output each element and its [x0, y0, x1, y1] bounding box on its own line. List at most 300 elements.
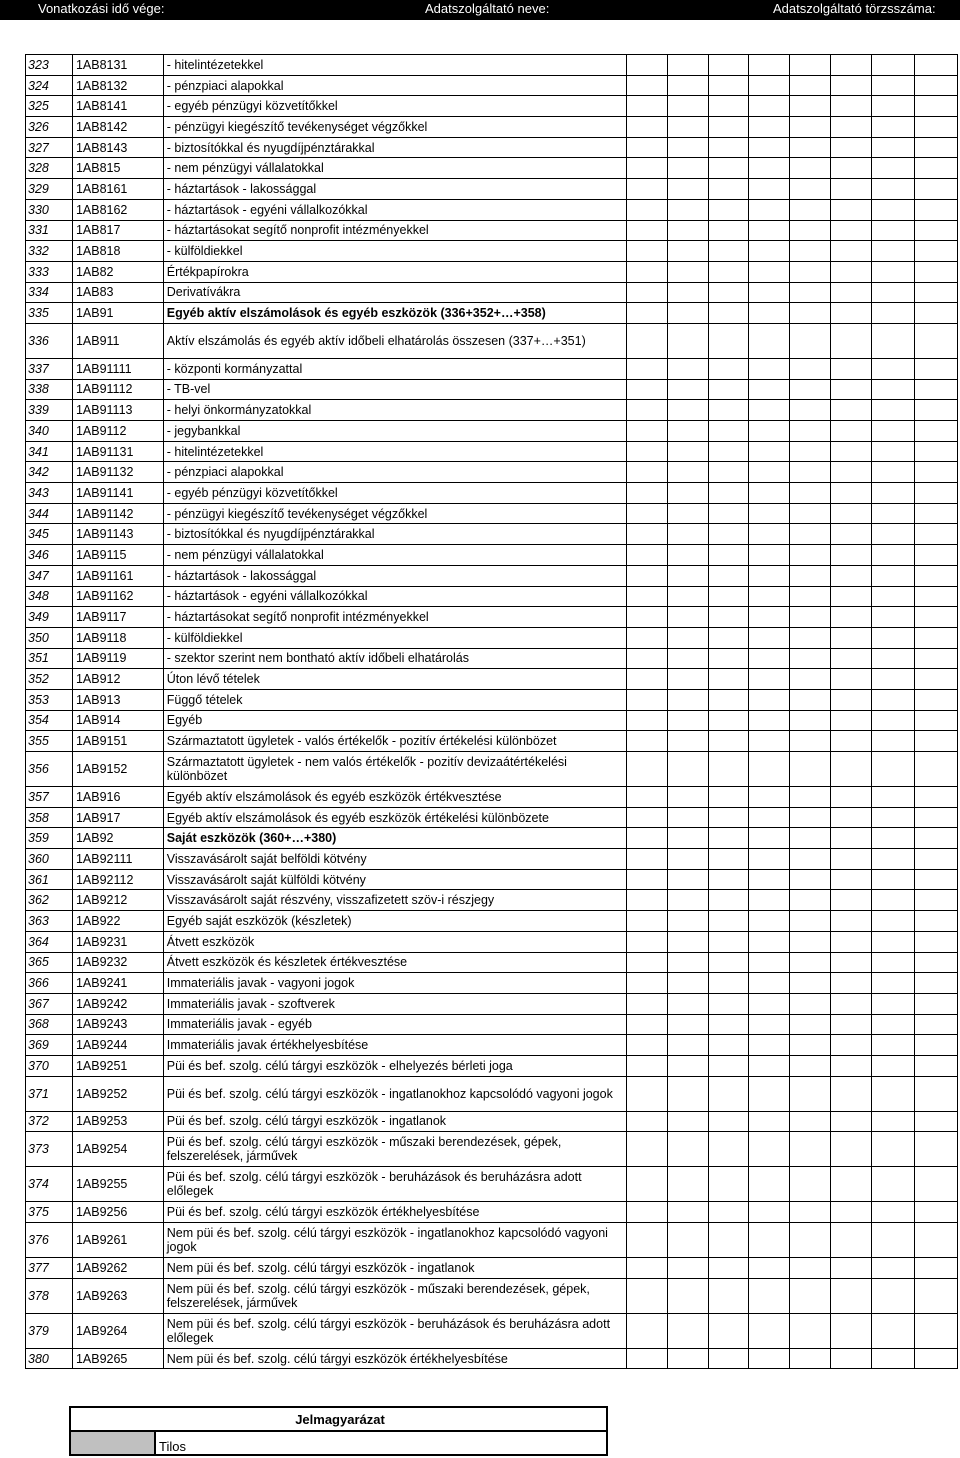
- value-cell: [667, 220, 708, 241]
- value-cell: [667, 400, 708, 421]
- value-cell: [667, 710, 708, 731]
- value-cell: [872, 1055, 915, 1076]
- value-cell: [667, 1223, 708, 1258]
- value-cell: [789, 1258, 830, 1279]
- table-row: [26, 586, 958, 607]
- value-cell: [789, 282, 830, 303]
- row-number: 348: [26, 586, 73, 607]
- value-cell: [915, 993, 958, 1014]
- value-cell: [708, 441, 749, 462]
- value-cell: [915, 358, 958, 379]
- value-cell: [789, 1111, 830, 1132]
- value-cell: [708, 179, 749, 200]
- value-cell: [789, 261, 830, 282]
- value-cell: [749, 1076, 790, 1111]
- value-cell: [627, 787, 668, 808]
- value-cell: [749, 1055, 790, 1076]
- value-cell: [789, 1167, 830, 1202]
- table-row: [26, 137, 958, 158]
- value-cell: [708, 807, 749, 828]
- value-cell: [789, 607, 830, 628]
- value-cell: [667, 1167, 708, 1202]
- value-cell: [830, 55, 872, 76]
- row-description: - jegybankkal: [163, 421, 626, 442]
- value-cell: [627, 828, 668, 849]
- value-cell: [830, 1348, 872, 1369]
- value-cell: [749, 303, 790, 324]
- value-cell: [830, 565, 872, 586]
- row-number: 349: [26, 607, 73, 628]
- value-cell: [667, 669, 708, 690]
- value-cell: [915, 731, 958, 752]
- value-cell: [915, 1014, 958, 1035]
- table-row: [26, 323, 958, 358]
- table-row: [26, 973, 958, 994]
- value-cell: [627, 731, 668, 752]
- row-number: 380: [26, 1348, 73, 1369]
- value-cell: [667, 55, 708, 76]
- value-cell: [830, 828, 872, 849]
- row-code: 1AB8161: [72, 179, 163, 200]
- value-cell: [667, 993, 708, 1014]
- value-cell: [749, 787, 790, 808]
- table-row: [26, 241, 958, 262]
- row-description: - hitelintézetekkel: [163, 55, 626, 76]
- value-cell: [627, 993, 668, 1014]
- value-cell: [708, 483, 749, 504]
- value-cell: [627, 1076, 668, 1111]
- value-cell: [708, 503, 749, 524]
- value-cell: [789, 1348, 830, 1369]
- value-cell: [708, 220, 749, 241]
- value-cell: [749, 483, 790, 504]
- value-cell: [627, 1111, 668, 1132]
- value-cell: [915, 261, 958, 282]
- row-number: 350: [26, 627, 73, 648]
- value-cell: [667, 973, 708, 994]
- value-cell: [915, 179, 958, 200]
- value-cell: [789, 586, 830, 607]
- value-cell: [915, 1278, 958, 1313]
- row-code: 1AB91143: [72, 524, 163, 545]
- value-cell: [915, 117, 958, 138]
- value-cell: [872, 179, 915, 200]
- table-row: [26, 828, 958, 849]
- value-cell: [872, 752, 915, 787]
- value-cell: [789, 545, 830, 566]
- value-cell: [667, 1111, 708, 1132]
- row-description: Visszavásárolt saját részvény, visszafizetett szöv-i részjegy: [163, 890, 626, 911]
- value-cell: [749, 117, 790, 138]
- value-cell: [830, 379, 872, 400]
- row-number: 344: [26, 503, 73, 524]
- table-row: [26, 1202, 958, 1223]
- value-cell: [708, 1014, 749, 1035]
- value-cell: [667, 1202, 708, 1223]
- row-code: 1AB91132: [72, 462, 163, 483]
- value-cell: [830, 1132, 872, 1167]
- value-cell: [627, 220, 668, 241]
- reference-period-end-label: Vonatkozási idő vége:: [38, 1, 165, 16]
- value-cell: [830, 261, 872, 282]
- row-number: 378: [26, 1278, 73, 1313]
- value-cell: [627, 952, 668, 973]
- value-cell: [789, 890, 830, 911]
- row-number: 366: [26, 973, 73, 994]
- row-number: 343: [26, 483, 73, 504]
- value-cell: [667, 441, 708, 462]
- value-cell: [627, 96, 668, 117]
- value-cell: [708, 1132, 749, 1167]
- value-cell: [627, 752, 668, 787]
- value-cell: [667, 179, 708, 200]
- row-description: - központi kormányzattal: [163, 358, 626, 379]
- row-number: 364: [26, 931, 73, 952]
- row-code: 1AB9255: [72, 1167, 163, 1202]
- value-cell: [749, 586, 790, 607]
- row-description: Átvett eszközök: [163, 931, 626, 952]
- value-cell: [708, 545, 749, 566]
- value-cell: [667, 911, 708, 932]
- row-number: 367: [26, 993, 73, 1014]
- row-number: 326: [26, 117, 73, 138]
- table-body: [26, 55, 958, 1369]
- row-number: 329: [26, 179, 73, 200]
- value-cell: [749, 503, 790, 524]
- row-description: Püi és bef. szolg. célú tárgyi eszközök értékhelyesbítése: [163, 1202, 626, 1223]
- value-cell: [627, 323, 668, 358]
- value-cell: [749, 911, 790, 932]
- table-row: [26, 1167, 958, 1202]
- value-cell: [789, 483, 830, 504]
- value-cell: [872, 199, 915, 220]
- value-cell: [627, 421, 668, 442]
- row-description: - biztosítókkal és nyugdíjpénztárakkal: [163, 137, 626, 158]
- value-cell: [667, 1014, 708, 1035]
- row-description: - TB-vel: [163, 379, 626, 400]
- value-cell: [872, 565, 915, 586]
- table-row: [26, 75, 958, 96]
- value-cell: [708, 1111, 749, 1132]
- value-cell: [708, 1313, 749, 1348]
- value-cell: [627, 303, 668, 324]
- value-cell: [915, 1258, 958, 1279]
- value-cell: [830, 75, 872, 96]
- row-code: 1AB9265: [72, 1348, 163, 1369]
- table-row: [26, 199, 958, 220]
- value-cell: [830, 137, 872, 158]
- value-cell: [872, 973, 915, 994]
- value-cell: [667, 303, 708, 324]
- row-code: 1AB911: [72, 323, 163, 358]
- value-cell: [872, 731, 915, 752]
- legend-table: [69, 1406, 608, 1456]
- value-cell: [915, 199, 958, 220]
- row-number: 354: [26, 710, 73, 731]
- value-cell: [830, 1258, 872, 1279]
- value-cell: [872, 545, 915, 566]
- value-cell: [789, 828, 830, 849]
- value-cell: [915, 565, 958, 586]
- value-cell: [749, 282, 790, 303]
- value-cell: [749, 199, 790, 220]
- row-number: 342: [26, 462, 73, 483]
- value-cell: [789, 752, 830, 787]
- value-cell: [667, 421, 708, 442]
- value-cell: [749, 158, 790, 179]
- table-row: [26, 710, 958, 731]
- value-cell: [789, 731, 830, 752]
- value-cell: [915, 911, 958, 932]
- value-cell: [667, 807, 708, 828]
- value-cell: [872, 358, 915, 379]
- value-cell: [627, 117, 668, 138]
- value-cell: [789, 179, 830, 200]
- value-cell: [708, 1055, 749, 1076]
- value-cell: [915, 400, 958, 421]
- value-cell: [830, 1202, 872, 1223]
- value-cell: [915, 648, 958, 669]
- value-cell: [872, 931, 915, 952]
- table-row: [26, 545, 958, 566]
- row-number: 369: [26, 1035, 73, 1056]
- value-cell: [830, 545, 872, 566]
- value-cell: [830, 282, 872, 303]
- value-cell: [789, 1076, 830, 1111]
- row-description: Saját eszközök (360+…+380): [163, 828, 626, 849]
- row-number: 338: [26, 379, 73, 400]
- value-cell: [627, 55, 668, 76]
- value-cell: [708, 1278, 749, 1313]
- value-cell: [627, 379, 668, 400]
- row-code: 1AB9261: [72, 1223, 163, 1258]
- row-description: Püi és bef. szolg. célú tárgyi eszközök - műszaki berendezések, gépek, felszerelések, járművek: [163, 1132, 626, 1167]
- value-cell: [872, 952, 915, 973]
- row-code: 1AB9243: [72, 1014, 163, 1035]
- value-cell: [789, 648, 830, 669]
- value-cell: [789, 1278, 830, 1313]
- value-cell: [830, 241, 872, 262]
- table-row: [26, 55, 958, 76]
- row-description: Úton lévő tételek: [163, 669, 626, 690]
- row-number: 330: [26, 199, 73, 220]
- table-row: [26, 1258, 958, 1279]
- row-description: Püi és bef. szolg. célú tárgyi eszközök - ingatlanok: [163, 1111, 626, 1132]
- value-cell: [749, 890, 790, 911]
- value-cell: [872, 607, 915, 628]
- value-cell: [667, 503, 708, 524]
- value-cell: [915, 973, 958, 994]
- row-number: 370: [26, 1055, 73, 1076]
- row-description: Aktív elszámolás és egyéb aktív időbeli elhatárolás összesen (337+…+351): [163, 323, 626, 358]
- value-cell: [789, 241, 830, 262]
- value-cell: [872, 421, 915, 442]
- value-cell: [872, 828, 915, 849]
- value-cell: [667, 75, 708, 96]
- value-cell: [872, 1348, 915, 1369]
- value-cell: [708, 890, 749, 911]
- value-cell: [708, 137, 749, 158]
- row-code: 1AB9251: [72, 1055, 163, 1076]
- value-cell: [830, 952, 872, 973]
- value-cell: [830, 524, 872, 545]
- row-description: - pénzpiaci alapokkal: [163, 75, 626, 96]
- table-row: [26, 441, 958, 462]
- row-description: - pénzügyi kiegészítő tevékenységet végzőkkel: [163, 117, 626, 138]
- value-cell: [749, 565, 790, 586]
- row-code: 1AB91112: [72, 379, 163, 400]
- value-cell: [749, 524, 790, 545]
- value-cell: [627, 158, 668, 179]
- row-description: - egyéb pénzügyi közvetítőkkel: [163, 483, 626, 504]
- value-cell: [627, 607, 668, 628]
- value-cell: [789, 993, 830, 1014]
- row-code: 1AB9254: [72, 1132, 163, 1167]
- table-row: [26, 96, 958, 117]
- value-cell: [830, 752, 872, 787]
- value-cell: [830, 973, 872, 994]
- value-cell: [830, 199, 872, 220]
- value-cell: [749, 752, 790, 787]
- table-row: [26, 421, 958, 442]
- value-cell: [915, 689, 958, 710]
- row-description: Egyéb: [163, 710, 626, 731]
- value-cell: [749, 220, 790, 241]
- row-code: 1AB913: [72, 689, 163, 710]
- value-cell: [627, 199, 668, 220]
- value-cell: [789, 117, 830, 138]
- value-cell: [789, 787, 830, 808]
- value-cell: [667, 731, 708, 752]
- value-cell: [830, 807, 872, 828]
- row-number: 358: [26, 807, 73, 828]
- value-cell: [627, 1014, 668, 1035]
- value-cell: [915, 669, 958, 690]
- value-cell: [872, 911, 915, 932]
- value-cell: [830, 911, 872, 932]
- value-cell: [627, 1202, 668, 1223]
- table-row: [26, 849, 958, 870]
- value-cell: [915, 503, 958, 524]
- value-cell: [627, 648, 668, 669]
- row-description: - pénzpiaci alapokkal: [163, 462, 626, 483]
- row-number: 334: [26, 282, 73, 303]
- value-cell: [915, 323, 958, 358]
- value-cell: [749, 1132, 790, 1167]
- value-cell: [627, 565, 668, 586]
- table-row: [26, 1132, 958, 1167]
- value-cell: [667, 323, 708, 358]
- value-cell: [749, 1313, 790, 1348]
- row-number: 352: [26, 669, 73, 690]
- value-cell: [915, 1076, 958, 1111]
- row-number: 333: [26, 261, 73, 282]
- value-cell: [708, 158, 749, 179]
- table-row: [26, 379, 958, 400]
- value-cell: [627, 627, 668, 648]
- table-row: [26, 524, 958, 545]
- value-cell: [749, 1202, 790, 1223]
- value-cell: [708, 1348, 749, 1369]
- value-cell: [789, 973, 830, 994]
- value-cell: [872, 1014, 915, 1035]
- value-cell: [667, 96, 708, 117]
- row-number: 327: [26, 137, 73, 158]
- legend-title: Jelmagyarázat: [70, 1407, 607, 1431]
- table-row: [26, 648, 958, 669]
- value-cell: [915, 952, 958, 973]
- row-description: Nem püi és bef. szolg. célú tárgyi eszközök - ingatlanok: [163, 1258, 626, 1279]
- value-cell: [789, 441, 830, 462]
- value-cell: [708, 1076, 749, 1111]
- value-cell: [830, 1076, 872, 1111]
- value-cell: [830, 669, 872, 690]
- row-code: 1AB8143: [72, 137, 163, 158]
- value-cell: [708, 586, 749, 607]
- value-cell: [830, 1014, 872, 1035]
- value-cell: [915, 462, 958, 483]
- value-cell: [749, 1111, 790, 1132]
- value-cell: [708, 282, 749, 303]
- row-code: 1AB9152: [72, 752, 163, 787]
- value-cell: [872, 282, 915, 303]
- row-number: 377: [26, 1258, 73, 1279]
- value-cell: [872, 869, 915, 890]
- value-cell: [872, 1313, 915, 1348]
- row-code: 1AB92112: [72, 869, 163, 890]
- row-code: 1AB8162: [72, 199, 163, 220]
- row-code: 1AB92111: [72, 849, 163, 870]
- row-number: 363: [26, 911, 73, 932]
- table-row: [26, 1035, 958, 1056]
- value-cell: [749, 379, 790, 400]
- table-row: [26, 220, 958, 241]
- row-description: Egyéb aktív elszámolások és egyéb eszközök értékvesztése: [163, 787, 626, 808]
- value-cell: [667, 752, 708, 787]
- row-number: 335: [26, 303, 73, 324]
- value-cell: [708, 1202, 749, 1223]
- value-cell: [627, 75, 668, 96]
- value-cell: [749, 807, 790, 828]
- row-number: 331: [26, 220, 73, 241]
- value-cell: [830, 441, 872, 462]
- table-row: [26, 303, 958, 324]
- row-description: Püi és bef. szolg. célú tárgyi eszközök - elhelyezés bérleti joga: [163, 1055, 626, 1076]
- value-cell: [830, 849, 872, 870]
- row-description: - nem pénzügyi vállalatokkal: [163, 545, 626, 566]
- row-description: - háztartásokat segítő nonprofit intézményekkel: [163, 607, 626, 628]
- value-cell: [708, 710, 749, 731]
- value-cell: [915, 931, 958, 952]
- value-cell: [872, 158, 915, 179]
- value-cell: [915, 303, 958, 324]
- value-cell: [830, 179, 872, 200]
- table-row: [26, 931, 958, 952]
- row-code: 1AB8132: [72, 75, 163, 96]
- value-cell: [872, 1035, 915, 1056]
- row-description: Átvett eszközök és készletek értékvesztése: [163, 952, 626, 973]
- value-cell: [667, 1313, 708, 1348]
- row-description: - külföldiekkel: [163, 241, 626, 262]
- table-row: [26, 1076, 958, 1111]
- value-cell: [708, 648, 749, 669]
- value-cell: [872, 400, 915, 421]
- value-cell: [667, 117, 708, 138]
- value-cell: [789, 710, 830, 731]
- row-description: Visszavásárolt saját belföldi kötvény: [163, 849, 626, 870]
- value-cell: [872, 1202, 915, 1223]
- value-cell: [627, 807, 668, 828]
